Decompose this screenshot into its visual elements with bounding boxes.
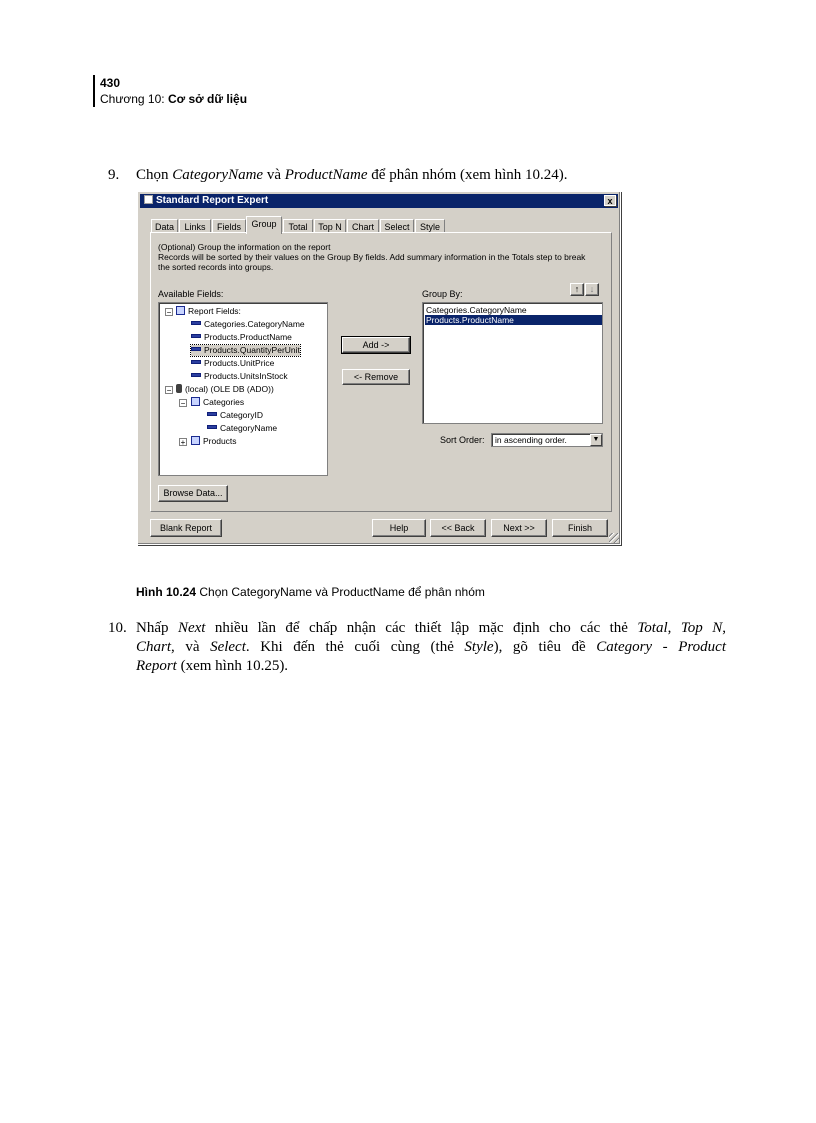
database-icon <box>176 384 182 393</box>
table-icon <box>191 436 200 445</box>
text-run-italic: Report <box>136 658 177 674</box>
node-label: Products.UnitPrice <box>204 358 275 368</box>
text-run: , <box>667 620 681 636</box>
step-number: 9. <box>108 167 120 183</box>
text-run-italic: Next <box>177 620 206 636</box>
browse-data-button[interactable]: Browse Data... <box>158 485 228 502</box>
tree-node-field-selected[interactable] <box>191 345 300 356</box>
field-icon <box>207 412 217 416</box>
tree-node-datasource[interactable] <box>176 384 274 395</box>
node-label: Categories.CategoryName <box>204 319 305 329</box>
move-down-icon[interactable]: ↓ <box>585 283 599 296</box>
group-by-item[interactable]: Categories.CategoryName <box>426 305 527 315</box>
text-run-italic: Select <box>210 639 246 655</box>
text-run: và <box>263 167 285 183</box>
step-number: 10. <box>108 620 127 636</box>
group-by-list[interactable] <box>422 302 603 424</box>
tab-links[interactable]: Links <box>179 219 211 233</box>
caption-label: Hình 10.24 <box>136 585 197 599</box>
available-fields-label: Available Fields: <box>158 289 224 299</box>
dialog-titlebar <box>140 194 618 208</box>
tab-select[interactable]: Select <box>380 219 414 233</box>
desc-line: the sorted records into groups. <box>158 262 274 272</box>
tab-fields[interactable]: Fields <box>212 219 246 233</box>
text-run-italic: ProductName <box>284 167 368 183</box>
text-run: nhiều lần để chấp nhận các thiết lập mặc định cho các thẻ <box>205 620 638 636</box>
text-run: ), gõ tiêu đề <box>493 639 597 655</box>
text-run-italic: Chart <box>136 639 172 655</box>
text-run: để phân nhóm (xem hình 10.24). <box>367 167 568 183</box>
group-description <box>158 242 608 272</box>
tree-node-field[interactable] <box>207 410 263 421</box>
text-run-italic: Category - Product <box>596 639 726 655</box>
tree-node-field[interactable] <box>207 423 277 434</box>
text-run: Nhấp <box>136 620 178 636</box>
remove-button[interactable]: <- Remove <box>342 369 410 385</box>
text-run: Chọn <box>136 167 173 183</box>
node-label: Products <box>203 436 237 446</box>
desc-line: Records will be sorted by their values on the Group By fields. Add summary information in the Totals step to break <box>158 252 586 262</box>
node-label: Products.UnitsInStock <box>204 371 288 381</box>
step-text <box>136 166 568 185</box>
field-icon <box>191 334 201 338</box>
tab-style[interactable]: Style <box>415 219 445 233</box>
chapter-heading <box>100 91 247 107</box>
step-9 <box>108 166 628 186</box>
node-label: Categories <box>203 397 245 407</box>
step-10 <box>108 619 728 679</box>
field-icon <box>191 373 201 377</box>
field-icon <box>191 360 201 364</box>
tab-total[interactable]: Total <box>283 219 313 233</box>
dialog-title: Standard Report Expert <box>156 195 269 206</box>
sort-order-label: Sort Order: <box>440 435 485 445</box>
tree-node-table-categories[interactable] <box>191 397 244 408</box>
tree-node-table-products[interactable] <box>191 436 237 447</box>
node-label: Products.QuantityPerUnit <box>204 345 300 355</box>
tab-data[interactable]: Data <box>151 219 178 233</box>
group-by-label: Group By: <box>422 289 463 299</box>
next-button[interactable]: Next >> <box>491 519 547 537</box>
sort-order-select[interactable] <box>491 433 603 447</box>
expand-icon[interactable]: + <box>180 438 186 447</box>
field-icon <box>207 425 217 429</box>
resize-grip-icon[interactable] <box>609 533 619 543</box>
close-icon[interactable]: x <box>604 195 616 206</box>
table-icon <box>191 397 200 406</box>
group-by-item-selected[interactable]: Products.ProductName <box>425 315 602 325</box>
text-run-italic: CategoryName <box>172 167 264 183</box>
node-label: Products.ProductName <box>204 332 292 342</box>
page-number: 430 <box>100 76 121 90</box>
node-label: CategoryName <box>220 423 278 433</box>
standard-report-expert-dialog <box>137 191 621 545</box>
text-run: , và <box>171 639 211 655</box>
collapse-icon[interactable]: − <box>166 386 172 395</box>
text-run: (xem hình 10.25). <box>176 658 289 674</box>
step-text <box>136 619 726 676</box>
text-run-italic: Style <box>464 639 494 655</box>
back-button[interactable]: << Back <box>430 519 486 537</box>
desc-line: (Optional) Group the information on the report <box>158 242 331 252</box>
text-run: , <box>722 620 726 636</box>
text-run-italic: Total <box>637 620 668 636</box>
available-fields-tree[interactable] <box>158 302 328 476</box>
text-line <box>136 638 726 657</box>
text-run-italic: Top N <box>680 620 723 636</box>
blank-report-button[interactable]: Blank Report <box>150 519 222 537</box>
chapter-title: Cơ sở dữ liệu <box>167 92 248 106</box>
tree-node-field[interactable] <box>191 371 288 382</box>
field-icon <box>191 347 201 351</box>
window-icon <box>144 195 153 204</box>
sort-order-value: in ascending order. <box>495 435 567 445</box>
tab-top-n[interactable]: Top N <box>314 219 346 233</box>
text-line <box>136 619 726 638</box>
tree-node-field[interactable] <box>191 319 305 330</box>
add-button[interactable]: Add -> <box>342 337 410 353</box>
finish-button[interactable]: Finish <box>552 519 608 537</box>
node-label: Report Fields: <box>188 306 241 316</box>
move-up-icon[interactable]: ↑ <box>570 283 584 296</box>
tab-group[interactable]: Group <box>246 216 282 234</box>
field-icon <box>191 321 201 325</box>
tree-node-field[interactable] <box>191 332 292 343</box>
figure-caption <box>136 585 485 599</box>
caption-text: Chọn CategoryName và ProductName để phân nhóm <box>196 585 485 599</box>
collapse-icon[interactable]: − <box>166 308 172 317</box>
text-run: . Khi đến thẻ cuối cùng (thẻ <box>245 639 465 655</box>
report-fields-icon <box>176 306 185 315</box>
chevron-down-icon[interactable]: ▼ <box>590 434 602 446</box>
collapse-icon[interactable]: − <box>180 399 186 408</box>
node-label: CategoryID <box>220 410 263 420</box>
page-header <box>93 75 247 107</box>
node-label: (local) (OLE DB (ADO)) <box>185 384 274 394</box>
chapter-prefix: Chương 10: <box>100 92 168 106</box>
tree-node-report-fields[interactable] <box>176 306 241 317</box>
text-line <box>136 657 726 676</box>
tab-chart[interactable]: Chart <box>347 219 379 233</box>
help-button[interactable]: Help <box>372 519 426 537</box>
tree-node-field[interactable] <box>191 358 274 369</box>
